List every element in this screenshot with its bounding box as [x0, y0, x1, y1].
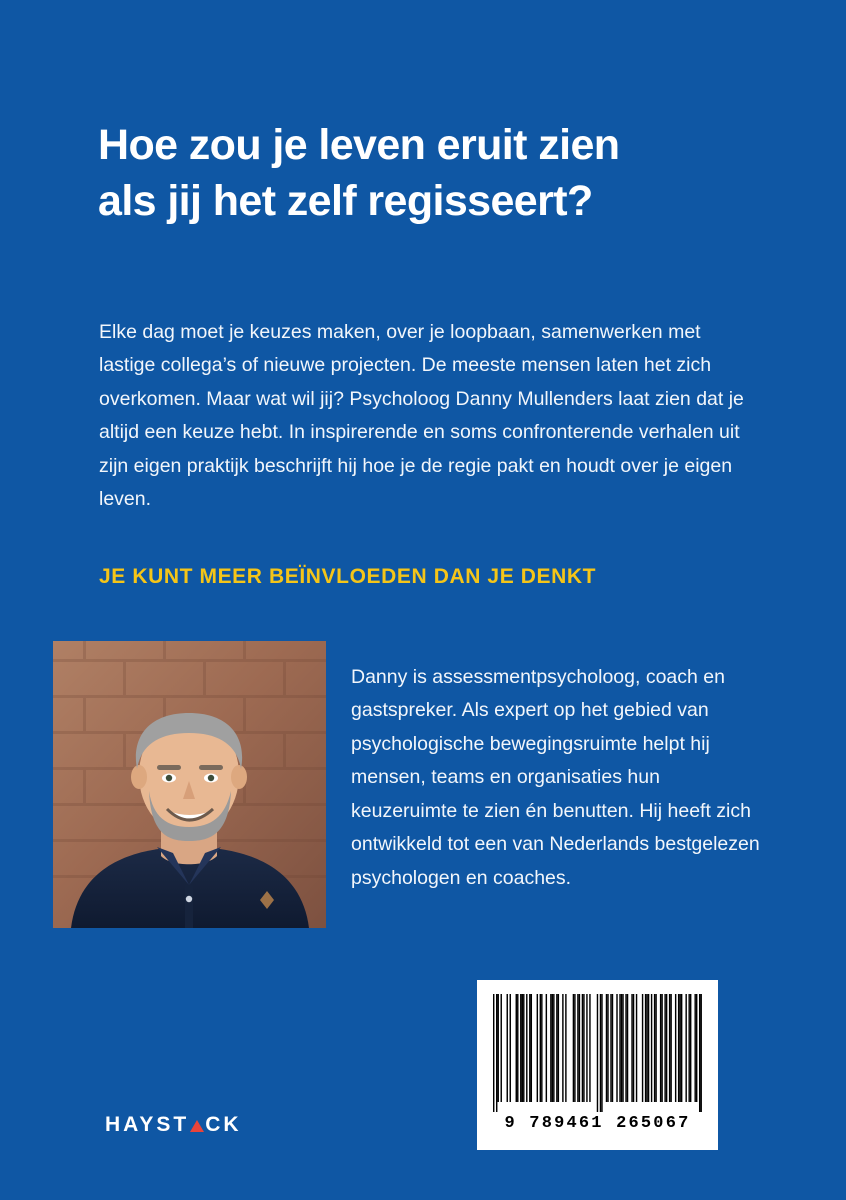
publisher-name-part1: HAYST — [105, 1113, 190, 1136]
page-title — [98, 118, 758, 230]
author-bio: Danny is assessmentpsycholoog, coach en gastspreker. Als expert op het gebied van psychologische bewegingsruimte helpt hij mensen, teams en organisaties hun keuzeruimte te zien én benutten. Hij heeft zich ontwikkeld tot een van Nederlands bestgelezen psychologen en coaches. — [351, 665, 760, 889]
blurb-paragraph: Elke dag moet je keuzes maken, over je loopbaan, samenwerken met lastige collega’s of nieuwe projecten. De meeste mensen laten het zich overkomen. Maar wat wil jij? Psycholoog Danny Mullenders laat zien dat je altijd een keuze hebt. In inspirerende en soms confronterende verhalen uit zijn eigen praktijk beschrijft hij hoe je de regie pakt en houdt over je eigen leven. — [99, 320, 744, 511]
publisher-name-part2: CK — [205, 1113, 242, 1136]
tagline: JE KUNT MEER BEÏNVLOEDEN DAN JE DENKT — [99, 565, 597, 588]
headline-line-1: Hoe zou je leven eruit zien — [98, 121, 620, 169]
barcode-digits: 9 789461 265067 — [504, 1114, 691, 1133]
author-portrait-photo — [53, 641, 326, 928]
barcode — [477, 980, 718, 1150]
publisher-logo — [105, 1113, 242, 1137]
triangle-icon — [190, 1120, 204, 1132]
headline-line-2: als jij het zelf regisseert? — [98, 176, 593, 225]
barcode-bars — [493, 994, 702, 1112]
portrait-illustration — [53, 641, 326, 928]
